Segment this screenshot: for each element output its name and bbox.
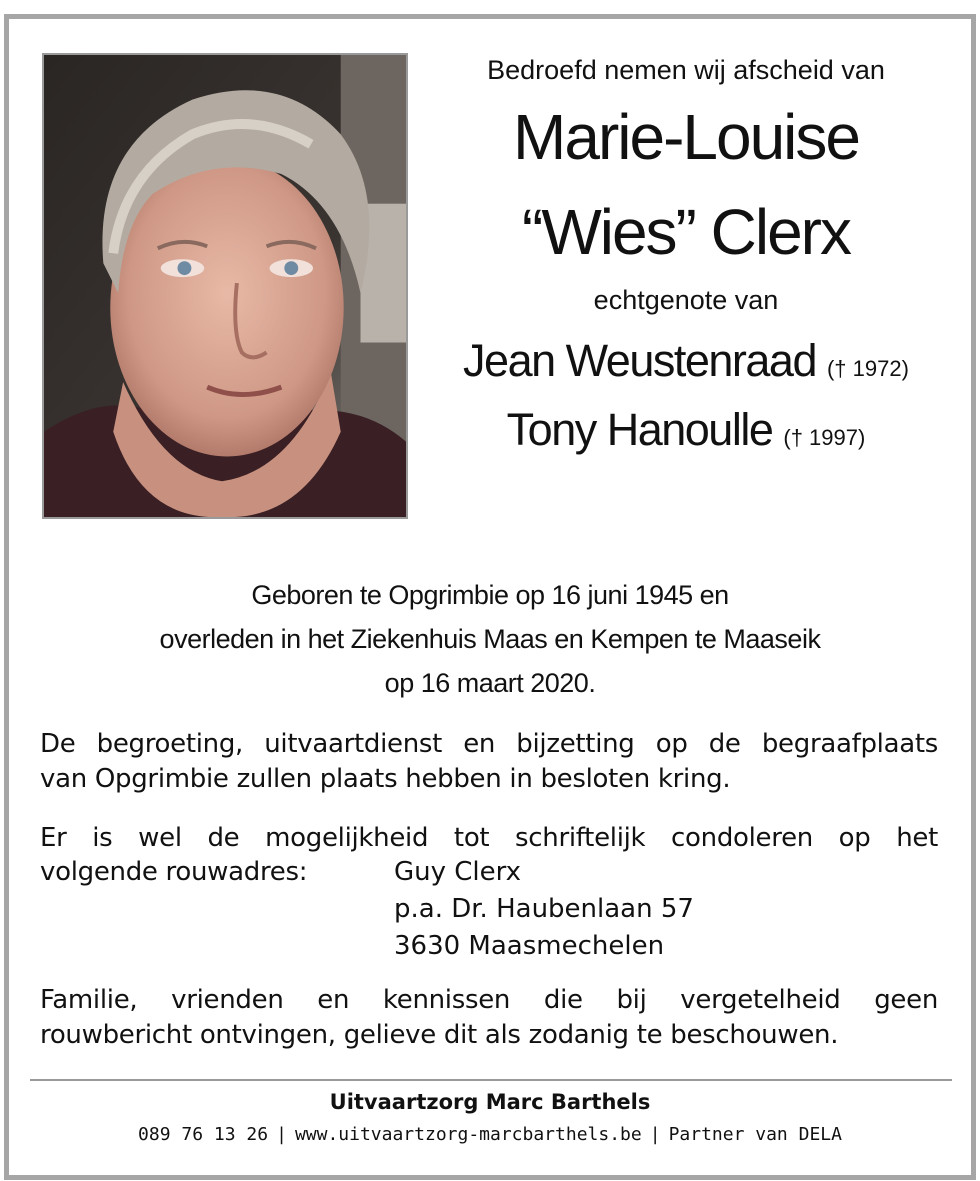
spouse-intro: echtgenote van [593,285,779,315]
address-street: p.a. Dr. Haubenlaan 57 [394,894,694,924]
intro-text: Bedroefd nemen wij afscheid van [487,55,885,85]
spouse-2-note: († 1997) [783,425,866,450]
address-city: 3630 Maasmechelen [394,931,665,961]
notice-line-2: rouwbericht ontvingen, gelieve dit als zodanig te beschouwen. [40,1020,839,1050]
address-name: Guy Clerx [394,857,522,887]
life-line-3: op 16 maart 2020. [384,668,596,698]
footer-website[interactable]: www.uitvaartzorg-marcbarthels.be [294,1124,642,1145]
footer-separator: | [649,1124,661,1145]
ceremony-line-1: De begroeting, uitvaartdienst en bijzetting op de begraafplaats [40,729,938,759]
portrait-photo [42,53,408,519]
condolence-label: volgende rouwadres: [40,857,308,887]
condolence-line-1: Er is wel de mogelijkheid tot schriftelijk condoleren op het [40,823,938,853]
footer-phone: 089 76 13 26 [138,1124,269,1145]
footer-separator: | [276,1124,287,1145]
footer-partner: Partner van DELA [668,1124,842,1145]
funeral-company: Uitvaartzorg Marc Barthels [329,1090,651,1114]
life-line-1: Geboren te Opgrimbie op 16 juni 1945 en [251,580,729,610]
spouse-1 [426,335,946,386]
deceased-name-line2: “Wies” Clerx [522,196,850,268]
footer-contact [0,1124,980,1145]
notice-line-1: Familie, vrienden en kennissen die bij vergetelheid geen [40,985,938,1015]
spouse-2 [426,404,946,455]
spouse-2-name: Tony Hanoulle [506,404,773,455]
deceased-name-line1: Marie-Louise [513,101,859,173]
spouse-1-name: Jean Weustenraad [463,335,816,386]
footer-divider [30,1079,952,1081]
spouse-1-note: († 1972) [826,356,909,381]
ceremony-line-2: van Opgrimbie zullen plaats hebben in besloten kring. [40,764,731,794]
life-line-2: overleden in het Ziekenhuis Maas en Kempen te Maaseik [159,624,821,654]
